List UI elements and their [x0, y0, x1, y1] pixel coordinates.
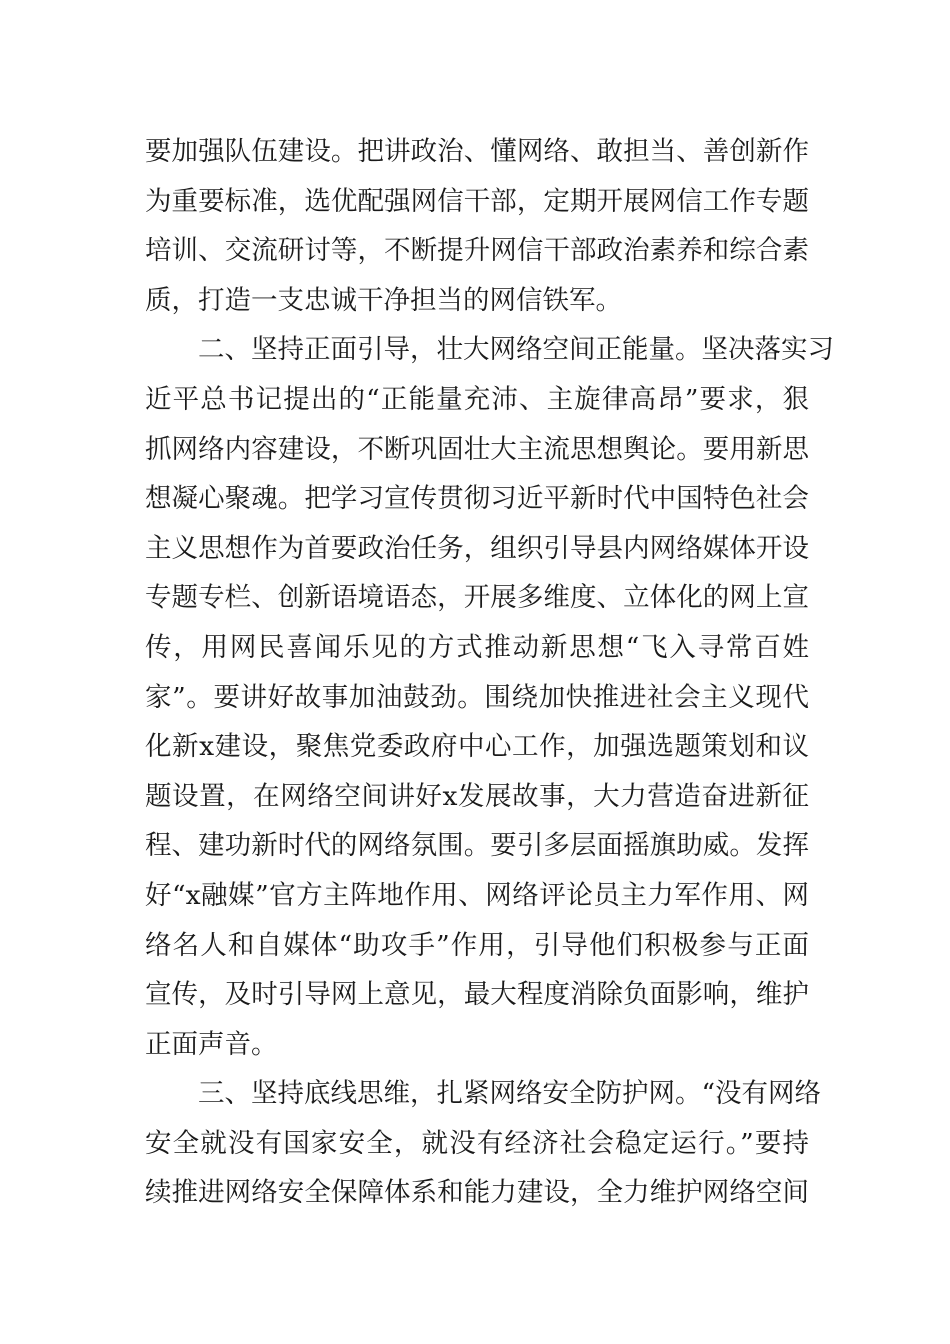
text-line: 络名人和自媒体“助攻手”作用，引导他们积极参与正面 — [145, 929, 809, 961]
text-line: 宣传，及时引导网上意见，最大程度消除负面影响，维护 — [145, 979, 809, 1011]
text-line: 想凝心聚魂。把学习宣传贯彻习近平新时代中国特色社会 — [145, 483, 809, 515]
text-line: 要加强队伍建设。把讲政治、懂网络、敢担当、善创新作 — [145, 136, 809, 167]
text-line: 安全就没有国家安全，就没有经济社会稳定运行。”要持 — [145, 1127, 809, 1159]
text-line: 近平总书记提出的“正能量充沛、主旋律高昂”要求，狠 — [145, 383, 809, 415]
text-line: 续推进网络安全保障体系和能力建设，全力维护网络空间 — [145, 1177, 809, 1209]
text-line: 化新x建设，聚焦党委政府中心工作，加强选题策划和议 — [145, 731, 809, 763]
text-line: 家”。要讲好故事加油鼓劲。围绕加快推进社会主义现代 — [145, 681, 809, 713]
body-text — [145, 127, 834, 1218]
text-line: 程、建功新时代的网络氛围。要引多层面摇旗助威。发挥 — [145, 830, 809, 862]
text-line: 传，用网民喜闻乐见的方式推动新思想“飞入寻常百姓 — [145, 631, 809, 663]
text-line: 培训、交流研讨等，不断提升网信干部政治素养和综合素 — [145, 235, 809, 267]
text-line: 为重要标准，选优配强网信干部，定期开展网信工作专题 — [145, 185, 809, 217]
text-line: 专题专栏、创新语境语态，开展多维度、立体化的网上宣 — [145, 582, 809, 614]
text-line: 抓网络内容建设，不断巩固壮大主流思想舆论。要用新思 — [145, 433, 809, 465]
text-line: 主义思想作为首要政治任务，组织引导县内网络媒体开设 — [145, 532, 809, 564]
text-line: 好“x融媒”官方主阵地作用、网络评论员主力军作用、网 — [145, 879, 809, 911]
text-line: 正面声音。 — [145, 1028, 278, 1060]
section-heading-line: 二、坚持正面引导，壮大网络空间正能量。坚决落实习 — [145, 334, 834, 366]
text-line: 质，打造一支忠诚干净担当的网信铁军。 — [145, 284, 622, 316]
text-line: 题设置，在网络空间讲好x发展故事，大力营造奋进新征 — [145, 780, 809, 812]
section-heading-line: 三、坚持底线思维，扎紧网络安全防护网。“没有网络 — [145, 1078, 822, 1110]
